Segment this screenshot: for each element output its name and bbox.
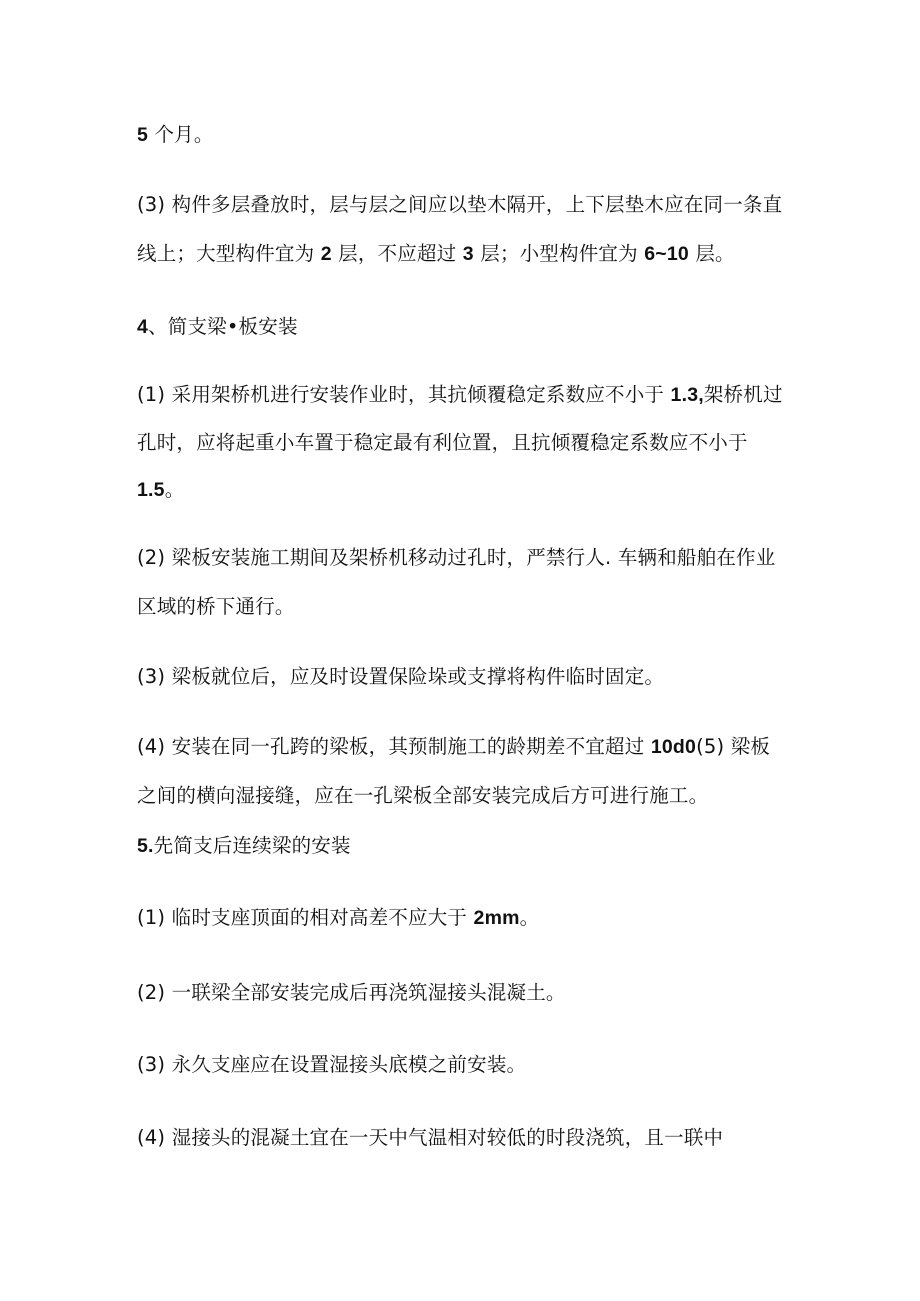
line-text: (1) 临时支座顶面的相对高差不应大于 (137, 906, 474, 929)
bold-number: 3 (462, 243, 474, 265)
text-line (137, 783, 708, 809)
line-text: 之间的横向湿接缝，应在一孔梁板全部安装完成后方可进行施工。 (137, 784, 709, 807)
section-heading (137, 833, 351, 859)
text-line (137, 122, 214, 148)
text-line (137, 545, 775, 571)
line-text: 。 (519, 906, 540, 929)
section-number: 4 (137, 316, 149, 338)
bold-number: 2mm (473, 907, 520, 929)
bold-number: 2 (320, 243, 332, 265)
line-text: 区域的桥下通行。 (137, 595, 295, 618)
line-text: (4) 安装在同一孔跨的梁板，其预制施工的龄期差不宜超过 (137, 735, 651, 758)
text-line (137, 241, 735, 267)
line-text: (1) 采用架桥机进行安装作业时，其抗倾覆稳定系数应不小于 (137, 383, 671, 406)
line-text: 个月。 (148, 123, 214, 146)
text-line (137, 980, 566, 1006)
section-title: 、简支梁•板安装 (148, 315, 298, 338)
line-text: 线上；大型构件宜为 (137, 242, 321, 265)
line-text: (2) 梁板安装施工期间及架桥机移动过孔时，严禁行人. 车辆和船舶在作业 (137, 546, 776, 569)
section-number: 5. (137, 835, 154, 857)
line-text: (5) 梁板 (696, 735, 771, 758)
bold-number: 10d0 (650, 736, 697, 758)
text-line (137, 1052, 526, 1078)
text-line (137, 594, 295, 620)
line-text: 。 (164, 478, 185, 501)
line-text: (4) 湿接头的混凝土宜在一天中气温相对较低的时段浇筑，且一联中 (137, 1126, 724, 1149)
text-line (137, 192, 782, 218)
text-line (137, 905, 539, 931)
text-line (137, 734, 770, 760)
text-line (137, 1125, 723, 1151)
line-text: 层。 (688, 242, 735, 265)
line-text: (3) 梁板就位后，应及时设置保险垛或支撑将构件临时固定。 (137, 665, 665, 688)
line-text: (3) 构件多层叠放时，层与层之间应以垫木隔开，上下层垫木应在同一条直 (137, 193, 783, 216)
section-heading (137, 314, 298, 340)
line-text: 孔时，应将起重小车置于稳定最有利位置，且抗倾覆稳定系数应不小于 (137, 431, 748, 454)
bold-number: 1.3, (670, 384, 704, 406)
section-title: 先简支后连续梁的安装 (153, 834, 351, 857)
bold-number: 5 (137, 124, 149, 146)
text-line (137, 430, 748, 456)
text-line (137, 382, 783, 408)
line-text: 层；小型构件宜为 (473, 242, 645, 265)
line-text: (2) 一联梁全部安装完成后再浇筑湿接头混凝土。 (137, 981, 566, 1004)
bold-number: 1.5 (137, 479, 165, 501)
line-text: 层，不应超过 (331, 242, 463, 265)
line-text: (3) 永久支座应在设置湿接头底模之前安装。 (137, 1053, 527, 1076)
line-text: 架桥机过 (703, 383, 783, 406)
bold-number: 6~10 (644, 243, 689, 265)
text-line (137, 477, 184, 503)
text-line (137, 664, 664, 690)
